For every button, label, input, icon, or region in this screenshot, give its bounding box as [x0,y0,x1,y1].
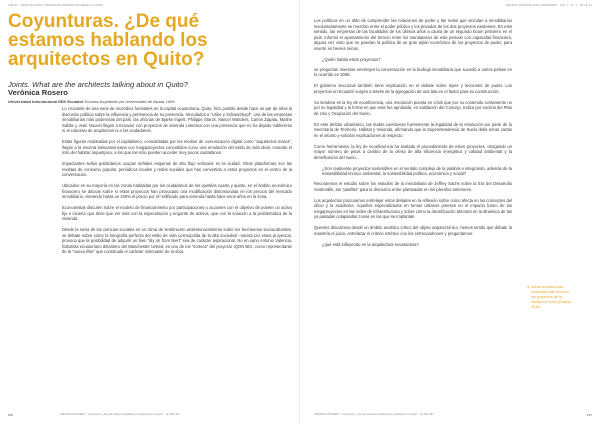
body-paragraph: Ubicados en su mayoría en las zonas habitadas por los ciudadanos de los quintiles cuarto y quinto, en el ámbito económico financiero se discute sobre si estos proyectos han provocado una modificación distorsionada en los precios del mercado inmobiliario, elevando hasta un 100% el precio por m² edificado para vivienda hasta hace unos años en la zona. [62,183,292,200]
question-paragraph: ¿qué está influyendo en la arquitectura ecuatoriana? [322,241,419,247]
body-paragraph: Los arquitectos procuramos entretejer estos debates en la reflexión sobre cómo afecta en los conceptos del oficio y la academia. Aquellos especializados en temas urbanos piensan en el impacto futuro de los megaproyectos en las redes de infraestructura y sobre cómo la densificación afectará en la dinámica de las ya pasadas colapsadas zonas en las que se implantan. [314,197,512,220]
article-title: Coyunturas. ¿De qué estamos hablando los arquitectos en Quito? [8,11,208,70]
body-paragraph: Economistas discuten sobre el modelo de financiamiento por participaciones o acciones con el objetivo de poseer un activo fijo e incierto que tiene que ver más con la especulación y engorde de activos, que con la solución a la problemática de la vivienda. [62,205,292,222]
author-name: Verónica Rosero [8,88,68,97]
affiliation-detail: Doctora Arquitecta por Universidad de Alcalá, UAH [84,99,175,104]
left-page-number: 186 [8,413,14,417]
body-paragraph: El gobierno seccional también tiene implicación en el debate sobre leyes y lecciones de poder. Los proyectos en Ecuador surgen a través de la agregación de una lata en el factor para su construcción. [314,83,512,94]
article-subtitle: Joints. What are the architects talking about in Quito? [8,80,188,89]
side-note-text: Varios artículos que examinan este tema en los proyectos de la ciudad en Quito (Rosero, 2018). [531,285,572,309]
question-paragraph: ¿Son realmente proyectos sostenibles en el sentido complejo de la palabra e integrando, además de la sostenibilidad técnico ambiental, la sostenibilidad política, económica y social? [322,165,512,177]
left-body-column [62,106,292,260]
body-paragraph: Su tiendera es la ley de ecoeficiencia, una resolución puesta en crisis que por su contenido ciertamente no por su legalidad y la forma en que esta fue aprobada, en validación del Concejo. Indica por encima del Plan de Uso y Ocupación del Suelo. [314,99,512,116]
side-note [527,285,573,310]
right-running-footer: VERÓNICA ROSERO · Coyunturas. ¿De qué estamos hablando los arquitectos en Quito? · pp 186–197 [314,413,434,416]
right-body-column [314,18,512,252]
side-note-marker: 1 [527,285,530,289]
body-paragraph: En este ámbito urbanístico, las dudas cuestionan fuertemente la legalidad de la resolución por parte de la Secretaría de Territorio, Hábitat y Vivienda, afirmando que la Superintendencia de Suelo debe tomar cartas en el asunto y solicitar explicaciones al respecto. [314,121,512,138]
body-paragraph: Como herramienta, la ley de ecoeficiencia ha avalado el procedimiento de estos proyectos, otorgando un mayor número de pisos a cambio de la oferta de alta eficiencia energética y calidad ambiental y la densificación del suelo. [314,143,512,160]
question-paragraph: ¿Quién habita estos proyectos? [322,56,381,62]
body-paragraph: Impactantes sellos publicitarios ocupan señales esquinas de alto flujo vehicular en la ciudad. Otras plataformas son las revistas de consumo popular, periódicos locales y redes sociales que han convertido a estos proyectos en el centro de la conversación. [62,161,292,178]
body-paragraph: Quienes discutimos desde un ámbito analítico crítico del objeto arquitectónico, hemos tenido que debatir la maestría el juicio, entrelazar el criterio estético con los entrecuadrones y preguntarnos: [314,225,512,236]
affiliation-institution: Universidad Internacional SEK Ecuador [8,99,84,104]
left-running-footer: VERÓNICA ROSERO · Coyunturas. ¿De qué estamos hablando los arquitectos en Quito? · pp 186–197 [60,413,180,416]
body-paragraph: se preguntan mientras entretejen la conversación en la burbuja inmobiliaria que sucedió a varios países en lo ocurrido en 2008. [314,66,512,78]
left-running-header: ARQ 07 · ARQUITECTURA Y PROCESOS URBANOS EN AMÉRICA LATINA [8,4,104,7]
body-paragraph: Estas figuras moldeadas por el capitalismo, consolidadas por los medios de comunicación digital como “arquitectos marca”, llegan a la escena latinoamericana con megaproyectos concebidos como una emulación del estilo de vida ideal, creando el mito del habitar arquetípico, a los que tan sólo pueden acceder muy pocos ciudadanos. [62,139,292,156]
body-paragraph: Desde la rama de las ciencias sociales en un clima de sentimiento antiestonoramiento sobre los fenómenos socioculturales, se debate sobre cómo la fotografía perfecta del estilo de vida cosmopolita de la alta sociedad –nacida por estos proyectos, provoca que la posibilidad de adquirir un bien “diy on from Niert” sea de carácter aspiracional. No en vano Antonio Valencia, futbolista ecuatoriano delantero del Manchester United, es uno de los “sorteos” del proyecto IQON BIG, como representante de la “nueva élite” que construida el carácter insinuante de la obra. [62,227,292,255]
body-paragraph: Lo cruciante de una serie de incendios forestales en la capital ecuatoriana, Quito, hizo posible desde hace un par de años la discusión pública sobre la influencia y pertinencia de su presencia. Vinculados a “Uribe y Schwarzkopf”, una de las empresas inmobiliarias más poderosas del país, las oficinas de Bjarke Ingels, Philippe Starck, Marcel Wanders, Carlos Zapata, Moshe Safdie y Jean Nouvel llegan a Ecuador con proyectos de vivienda colectiva con una presencia que no ha dejado indiferente ni al colectivo de arquitectos ni a los ciudadanos. [62,106,292,134]
author-affiliation [8,99,175,104]
body-paragraph: Los políticos en un afán de comprender las relaciones de poder y las redes que vinculan a inmobiliarios involuntariamente se mezclan entre el poder público y los privados de los dos proyectos existentes. En este sentido, las empresas de las facultades de los últimos años a causa de un segundo boom petrolero en el país, informó el ayuntamiento del tercero entre los mandatarios de este periodo con capacidad financiera, alguna vez visto que no poseían la política de un gran tejido económico de los proyectos de poder, para invertir en bienes raíces. [314,18,512,51]
body-paragraph: Recordemos el estudio sobre los estudios de la inmobiliaria de Jeffrey Sachs sobre la Era del Desarrollo Sostenible, las “pasillas” para la discusión entre planteadas en los párrafos anteriores. [314,181,512,192]
right-running-header: REVISTA ARQUITECTURA URBANISMO · VOL. 7 · N.º 2 · PP 14–31 [506,4,592,7]
right-page-number: 187 [586,413,592,417]
right-page [300,0,600,424]
